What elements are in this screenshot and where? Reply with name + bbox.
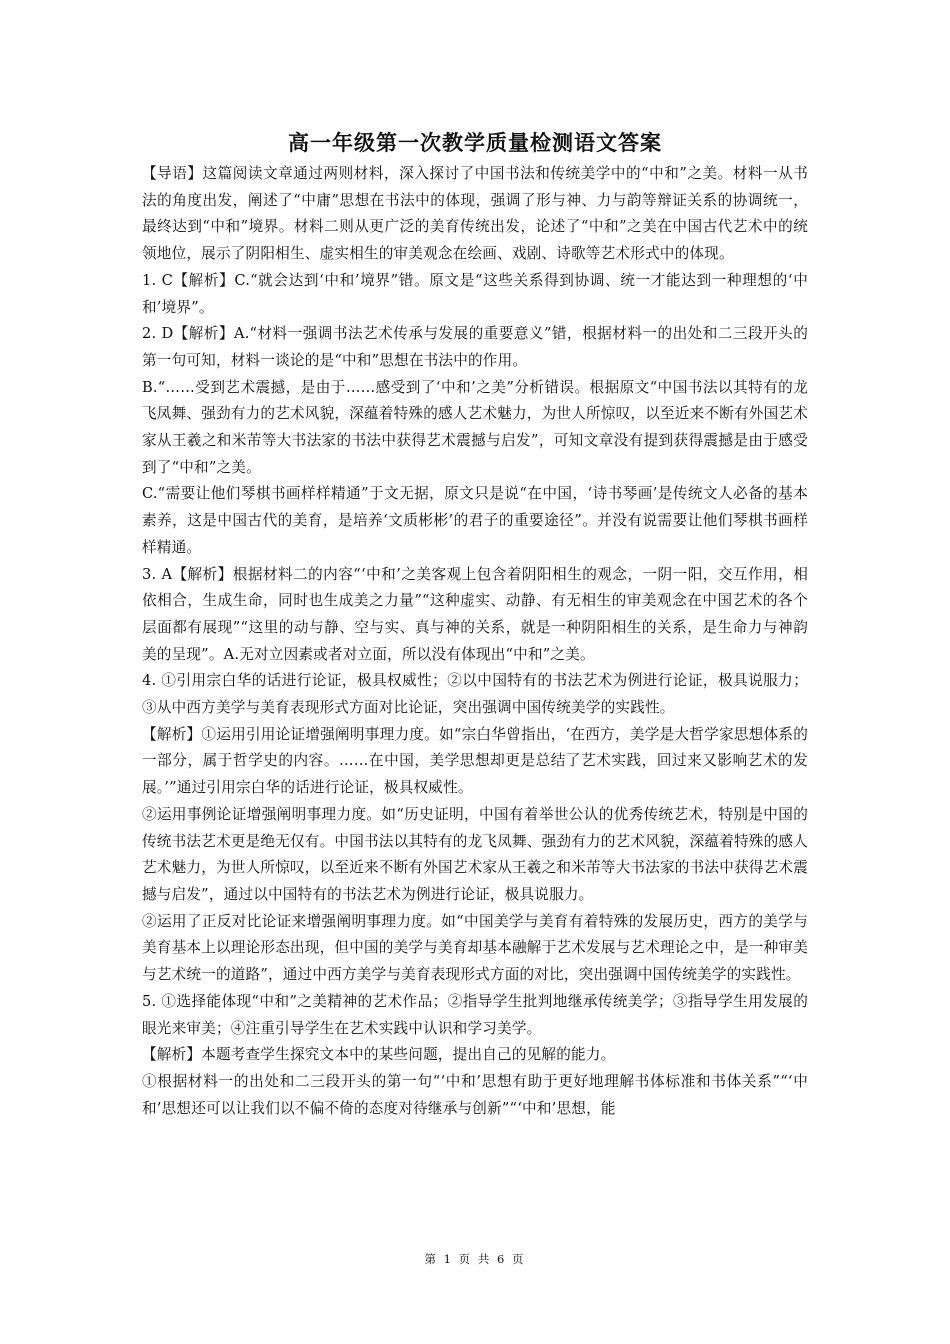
answer-3: 3. A【解析】根据材料二的内容“‘中和’之美客观上包含着阴阳相生的观念，一阴一阳，交互作用，相依相合，生成生命，同时也生成美之力量”“这种虚实、动静、有无相生的审美观念在中国艺术的各个层面都有展现”“这里的动与静、空与实、真与神的关系，就是一种阴阳相生的关系，是生命力与神韵美的呈现”。A.无对立因素或者对立面，所以没有体现出“中和”之美。 [142, 565, 808, 663]
answer-4-analysis: 【解析】①运用引用论证增强阐明事理力度。如“宗白华曾指出，‘在西方，美学是大哲学家思想体系的一部分，属于哲学史的内容。……在中国，美学思想却更是总结了艺术实践，回过来又影响艺术的发展。’”通过引用宗白华的话进行论证，极具权威性。 [142, 725, 808, 797]
document-title: 高一年级第一次教学质量检测语文答案 [288, 131, 662, 155]
answer-5-analysis-point-1: ①根据材料一的出处和二三段开头的第一句“‘中和’思想有助于更好地理解书体标准和书体关系”“‘中和’思想还可以让我们以不偏不倚的态度对待继承与创新”“‘中和’思想，能 [142, 1072, 808, 1117]
answer-4: 4. ①引用宗白华的话进行论证，极具权威性；②以中国特有的书法艺术为例进行论证，极具说服力；③从中西方美学与美育表现形式方面对比论证，突出强调中国传统美学的实践性。 [142, 672, 808, 717]
answer-4-analysis-point-3: ②运用了正反对比论证来增强阐明事理力度。如“中国美学与美育有着特殊的发展历史，西方的美学与美育基本上以理论形态出现，但中国的美学与美育却基本融解于艺术发展与艺术理论之中，是一种审美与艺术统一的道路”，通过中西方美学与美育表现形式方面的对比，突出强调中国传统美学的实践性。 [142, 912, 808, 984]
answer-2-option-b: B.“……受到艺术震撼，是由于……感受到了‘中和’之美”分析错误。根据原文“中国书法以其特有的龙飞凤舞、强劲有力的艺术风貌，深蕴着特殊的感人艺术魅力，为世人所惊叹，以至近来不断有外国艺术家从王羲之和米芾等大书法家的书法中获得艺术震撼与启发”，可知文章没有提到获得震撼是由于感受到了“中和”之美。 [142, 378, 808, 476]
answer-5-analysis: 【解析】本题考查学生探究文本中的某些问题，提出自己的见解的能力。 [142, 1046, 616, 1064]
answer-4-analysis-point-2: ②运用事例论证增强阐明事理力度。如“历史证明，中国有着举世公认的优秀传统艺术，特别是中国的传统书法艺术更是绝无仅有。中国书法以其特有的龙飞凤舞、强劲有力的艺术风貌，深蕴着特殊的感人艺术魅力，为世人所惊叹，以至近来不断有外国艺术家从王羲之和米芾等大书法家的书法中获得艺术震撼与启发”，通过以中国特有的书法艺术为例进行论证，极具说服力。 [142, 805, 808, 903]
answer-5: 5. ①选择能体现“中和”之美精神的艺术作品；②指导学生批判地继承传统美学；③指导学生用发展的眼光来审美；④注重引导学生在艺术实践中认识和学习美学。 [142, 992, 808, 1037]
answer-2-option-c: C.“需要让他们琴棋书画样样精通”于文无据，原文只是说“在中国，‘诗书琴画’是传统文人必备的基本素养，这是中国古代的美育，是培养‘文质彬彬’的君子的重要途径”。并没有说需要让他们琴棋书画样样精通。 [142, 485, 808, 556]
answer-2: 2. D【解析】A.“材料一强调书法艺术传承与发展的重要意义”错，根据材料一的出处和二三段开头的第一句可知，材料一谈论的是“中和”思想在书法中的作用。 [142, 325, 808, 369]
answer-body [142, 161, 808, 1122]
page-number: 第 1 页 共 6 页 [424, 1252, 526, 1266]
intro-paragraph: 【导语】这篇阅读文章通过两则材料，深入探讨了中国书法和传统美学中的“中和”之美。材料一从书法的角度出发，阐述了“中庸”思想在书法中的体现，强调了形与神、力与韵等辩证关系的协调统一，最终达到“中和”境界。材料二则从更广泛的美育传统出发，论述了“中和”之美在中国古代艺术中的统领地位，展示了阴阳相生、虚实相生的审美观念在绘画、戏剧、诗歌等艺术形式中的体现。 [142, 165, 808, 263]
answer-1: 1. C【解析】C.“就会达到‘中和’境界”错。原文是“这些关系得到协调、统一才能达到一种理想的‘中和’境界”。 [142, 271, 808, 316]
